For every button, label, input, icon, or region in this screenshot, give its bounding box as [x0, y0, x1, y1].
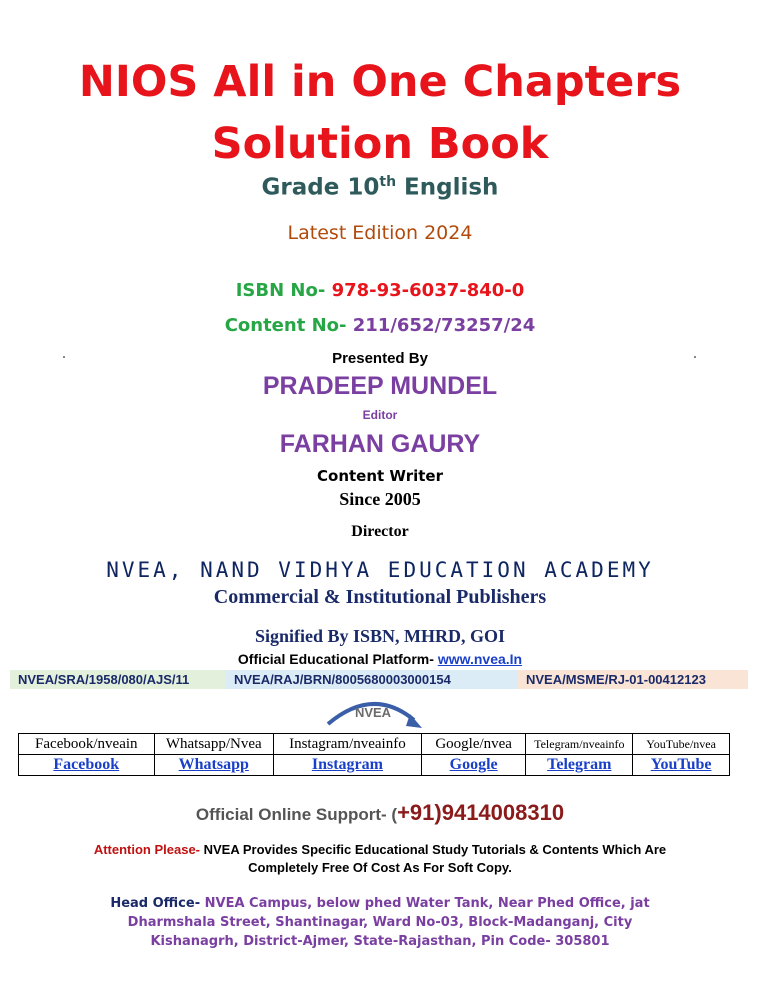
head-office-address [85, 894, 675, 951]
editor-role: Editor [362, 408, 398, 422]
academy-name: NVEA, NAND VIDHYA EDUCATION ACADEMY [106, 558, 654, 582]
social-links-table [18, 733, 730, 776]
support-phone: +91)9414008310 [397, 800, 565, 825]
signified-line: Signified By ISBN, MHRD, GOI [254, 626, 506, 646]
publishers-line: Commercial & Institutional Publishers [213, 586, 547, 608]
attention-label: Attention Please- [93, 842, 204, 857]
handle-youtube: YouTube/nvea [633, 734, 730, 755]
editor-name: PRADEEP MUNDEL [262, 372, 498, 400]
whatsapp-link[interactable]: Whatsapp [178, 756, 249, 773]
registration-msme: NVEA/MSME/RJ-01-00412123 [518, 670, 748, 689]
attention-text: NVEA Provides Specific Educational Study Tutorials & Contents Which Are Completely Free Of Cost As For Soft Copy. [203, 842, 667, 875]
google-link[interactable]: Google [449, 756, 498, 773]
support-label: Official Online Support- ( [195, 805, 398, 824]
grade-superscript: th [379, 174, 397, 190]
social-links-row [19, 755, 730, 776]
title-line-2: Solution Book [211, 119, 549, 169]
since-year: Since 2005 [339, 489, 421, 509]
office-text: NVEA Campus, below phed Water Tank, Near Phed Office, jat Dharmshala Street, Shantinagar, Ward No-03, Block-Madanganj, City Kishanagrh, District-Ajmer, State-Rajasthan, Pin Code- 305801 [127, 896, 650, 949]
attention-notice [70, 841, 690, 877]
registration-sra: NVEA/SRA/1958/080/AJS/11 [10, 670, 226, 689]
edition-label: Latest Edition 2024 [287, 222, 473, 244]
director-label: Director [351, 523, 409, 540]
content-value: 211/652/73257/24 [352, 315, 536, 336]
isbn-line [0, 280, 760, 301]
handle-whatsapp: Whatsapp/Nvea [154, 734, 273, 755]
isbn-value: 978-93-6037-840-0 [331, 280, 525, 301]
handle-instagram: Instagram/nveainfo [273, 734, 421, 755]
handle-google: Google/nvea [421, 734, 526, 755]
link-cell-facebook [19, 755, 155, 776]
link-cell-instagram [273, 755, 421, 776]
platform-link[interactable]: www.nvea.In [437, 651, 523, 667]
presented-by: Presented By [332, 350, 428, 367]
writer-role: Content Writer [317, 467, 443, 485]
registration-raj: NVEA/RAJ/BRN/8005680003000154 [226, 670, 518, 689]
isbn-label: ISBN No- [235, 280, 332, 301]
content-number-line [0, 315, 760, 336]
grade-subtitle [0, 174, 760, 201]
arrow-label: NVEA [354, 705, 392, 720]
instagram-link[interactable]: Instagram [311, 756, 383, 773]
handle-facebook: Facebook/nveain [19, 734, 155, 755]
registration-bar [10, 670, 748, 689]
handle-telegram: Telegram/nveainfo [526, 734, 633, 755]
grade-prefix: Grade 10 [261, 174, 380, 201]
facebook-link[interactable]: Facebook [53, 756, 120, 773]
title-line-1: NIOS All in One Chapters [78, 57, 682, 107]
support-line [0, 800, 760, 826]
link-cell-youtube [633, 755, 730, 776]
office-label: Head Office- [110, 896, 205, 911]
platform-line [0, 651, 760, 667]
content-label: Content No- [224, 315, 353, 336]
social-handles-row [19, 734, 730, 755]
link-cell-telegram [526, 755, 633, 776]
grade-suffix: English [396, 174, 499, 201]
telegram-link[interactable]: Telegram [547, 756, 612, 773]
platform-label: Official Educational Platform- [237, 651, 438, 667]
link-cell-google [421, 755, 526, 776]
link-cell-whatsapp [154, 755, 273, 776]
youtube-link[interactable]: YouTube [650, 756, 712, 773]
writer-name: FARHAN GAURY [279, 430, 481, 458]
